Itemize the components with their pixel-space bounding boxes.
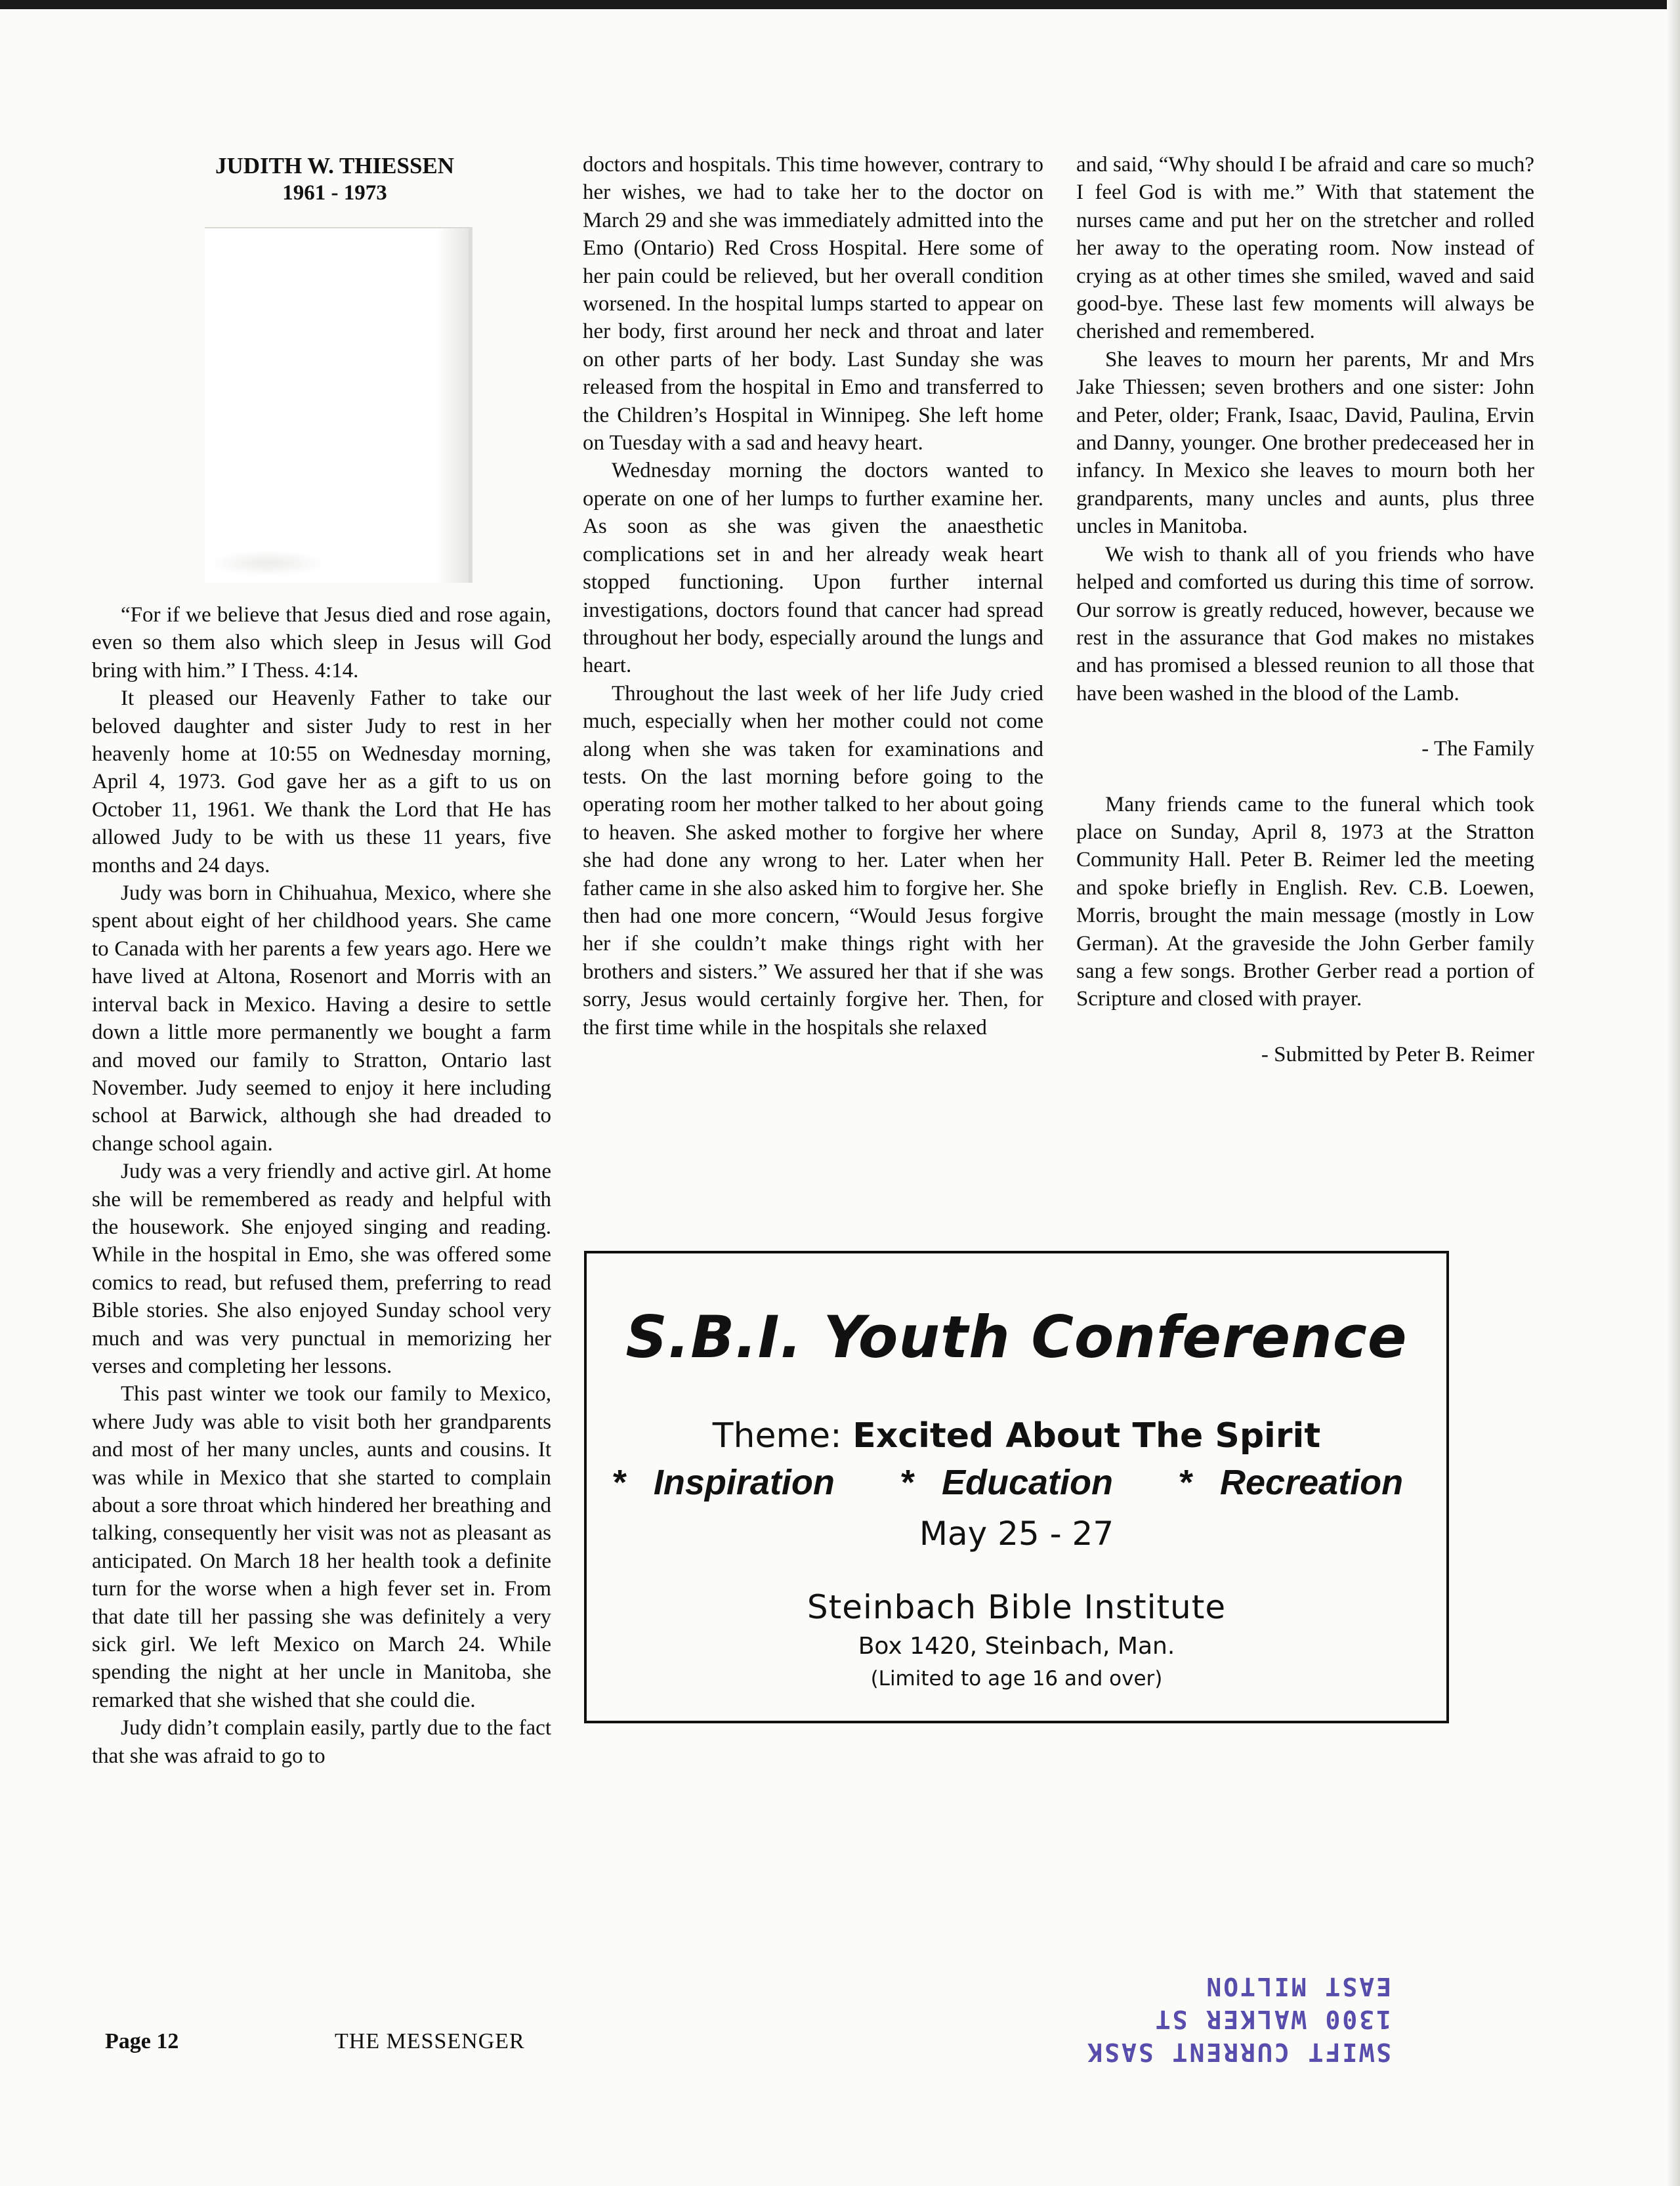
- stamp-line: 1300 WALKER ST: [1153, 2005, 1391, 2034]
- bullet-education: Education: [941, 1463, 1113, 1502]
- column-2: [583, 151, 1043, 1041]
- scan-top-edge: [0, 0, 1680, 9]
- ad-theme: [587, 1416, 1446, 1456]
- ad-title: S.B.I. Youth Conference: [625, 1303, 1408, 1371]
- scripture-quote: “For if we believe that Jesus died and rose again, even so them also which sleep in Jesus will God bring with him.” I Thess. 4:14.: [92, 603, 551, 683]
- signature-family: - The Family: [1421, 737, 1534, 761]
- obituary-years: 1961 - 1973: [282, 181, 387, 205]
- bullet-inspiration: Inspiration: [653, 1463, 835, 1502]
- funeral-paragraph: Many friends came to the funeral which took place on Sunday, April 8, 1973 at the Stratton Community Hall. Peter B. Reimer led the meeting and spoke briefly in English. Rev. C.B. Loewen, Morris, brought the main message (mostly in Low German). At the graveside the John Gerber family sang a few songs. Brother Gerber read a portion of Scripture and closed with prayer.: [1076, 792, 1534, 1011]
- signature-submitted: - Submitted by Peter B. Reimer: [1261, 1042, 1534, 1066]
- paragraph: and said, “Why should I be afraid and care so much? I feel God is with me.” With that statement the nurses came and put her on the stretcher and rolled her away to the operating room. Now instead of crying as at other times she smiled, waved and said good-bye. These last few moments will always be cherished and remembered.: [1076, 153, 1534, 344]
- conference-ad: [584, 1251, 1449, 1723]
- ad-dates: May 25 - 27: [919, 1515, 1114, 1553]
- ad-age-limit: (Limited to age 16 and over): [870, 1667, 1163, 1691]
- ad-bullets: [587, 1462, 1446, 1503]
- bullet-item: * Recreation: [1177, 1463, 1404, 1502]
- page-number: Page 12: [105, 2029, 179, 2053]
- bullet-item: * Inspiration: [611, 1463, 835, 1502]
- column-1: [92, 601, 551, 1770]
- paragraph: We wish to thank all of you friends who have helped and comforted us during this time of sorrow. Our sorrow is greatly reduced, however, because we rest in the assurance that God makes no mistakes and has promised a blessed reunion to all those that have been washed in the blood of the Lamb.: [1076, 542, 1534, 705]
- paragraph: Wednesday morning the doctors wanted to operate on one of her lumps to further examine her. As soon as she was given the anaesthetic complications set in and her already weak heart stopped functioning. Upon further internal investigations, doctors found that cancer had spread throughout her body, especially around the lungs and heart.: [583, 459, 1043, 678]
- paragraph: Judy was a very friendly and active girl. At home she will be remembered as ready and helpful with the housework. She enjoyed singing and reading. While in the hospital in Emo, she was offered some comics to read, but refused them, preferring to read Bible stories. She also enjoyed Sunday school very much and was very punctual in memorizing her verses and completing her lessons.: [92, 1160, 551, 1378]
- photo-shadow: [209, 550, 327, 576]
- paragraph: Judy didn’t complain easily, partly due to the fact that she was afraid to go to: [92, 1716, 551, 1768]
- paragraph: Throughout the last week of her life Judy cried much, especially when her mother could not come along when she was taken for examinations and tests. On the last morning before going to the operating room her mother talked to her about going to heaven. She asked mother to forgive her where she had done any wrong to her. Later when her father came in she also asked him to forgive her. She then had one more concern, “Would Jesus forgive her if she couldn’t make things right with her brothers and sisters.” We assured her that if she was sorry, Jesus would certainly forgive her. Then, for the first time while in the hospitals she relaxed: [583, 681, 1043, 1040]
- paragraph: She leaves to mourn her parents, Mr and Mrs Jake Thiessen; seven brothers and one sister: John and Peter, older; Frank, Isaac, David, Paulina, Ervin and Danny, younger. One brother predeceased her in infancy. In Mexico she leaves to mourn both her grandparents, many uncles and aunts, plus three uncles in Manitoba.: [1076, 347, 1534, 539]
- ad-theme-label: Theme:: [712, 1416, 842, 1456]
- spacer: [1076, 763, 1534, 791]
- portrait-photo: [205, 227, 472, 583]
- bullet-item: * Education: [899, 1463, 1113, 1502]
- ad-address: Box 1420, Steinbach, Man.: [858, 1633, 1175, 1660]
- paragraph: This past winter we took our family to Mexico, where Judy was able to visit both her grandparents and most of her many uncles, aunts and cousins. It was while in Mexico that she started to complain about a sore throat which hindered her breathing and talking, consequently her visit was not as pleasant as anticipated. On March 18 her health took a definite turn for the worse when a high fever set in. From that date till her passing she was definitely a very sick girl. We left Mexico on March 24. While spending the night at her uncle in Manitoba, she remarked that she wished that she could die.: [92, 1382, 551, 1712]
- paragraph: Judy was born in Chihuahua, Mexico, where she spent about eight of her childhood years. She came to Canada with her parents a few years ago. Here we have lived at Altona, Rosenort and Morris with an interval back in Mexico. Having a desire to settle down a little more permanently we bought a farm and moved our family to Stratton, Ontario last November. Judy seemed to enjoy it here including school at Barwick, although she had dreaded to change school again.: [92, 881, 551, 1156]
- magazine-name: THE MESSENGER: [335, 2029, 525, 2053]
- paragraph: It pleased our Heavenly Father to take our beloved daughter and sister Judy to rest in her heavenly home at 10:55 on Wednesday morning, April 4, 1973. God gave her as a gift to us on October 11, 1961. We thank the Lord that He has allowed Judy to be with us these 11 years, five months and 24 days.: [92, 686, 551, 877]
- address-stamp: [1063, 1970, 1391, 2069]
- paragraph: doctors and hospitals. This time however, contrary to her wishes, we had to take her to the doctor on March 29 and she was immediately admitted into the Emo (Ontario) Red Cross Hospital. Here some of her pain could be relieved, but her overall condition worsened. In the hospital lumps started to appear on her body, first around her neck and throat and later on other parts of her body. Last Sunday she was released from the hospital in Emo and transferred to the Children’s Hospital in Winnipeg. She left home on Tuesday with a sad and heavy heart.: [583, 153, 1043, 455]
- obituary-name: JUDITH W. THIESSEN: [215, 153, 455, 179]
- ad-school: Steinbach Bible Institute: [807, 1588, 1227, 1626]
- bullet-recreation: Recreation: [1220, 1463, 1404, 1502]
- stamp-line: SWIFT CURRENT SASK: [1085, 2038, 1391, 2067]
- ad-theme-text: Excited About The Spirit: [852, 1416, 1321, 1456]
- stamp-line: EAST MILTON: [1204, 1972, 1391, 2001]
- scan-right-edge: [1667, 0, 1680, 2186]
- column-3: [1076, 151, 1534, 1068]
